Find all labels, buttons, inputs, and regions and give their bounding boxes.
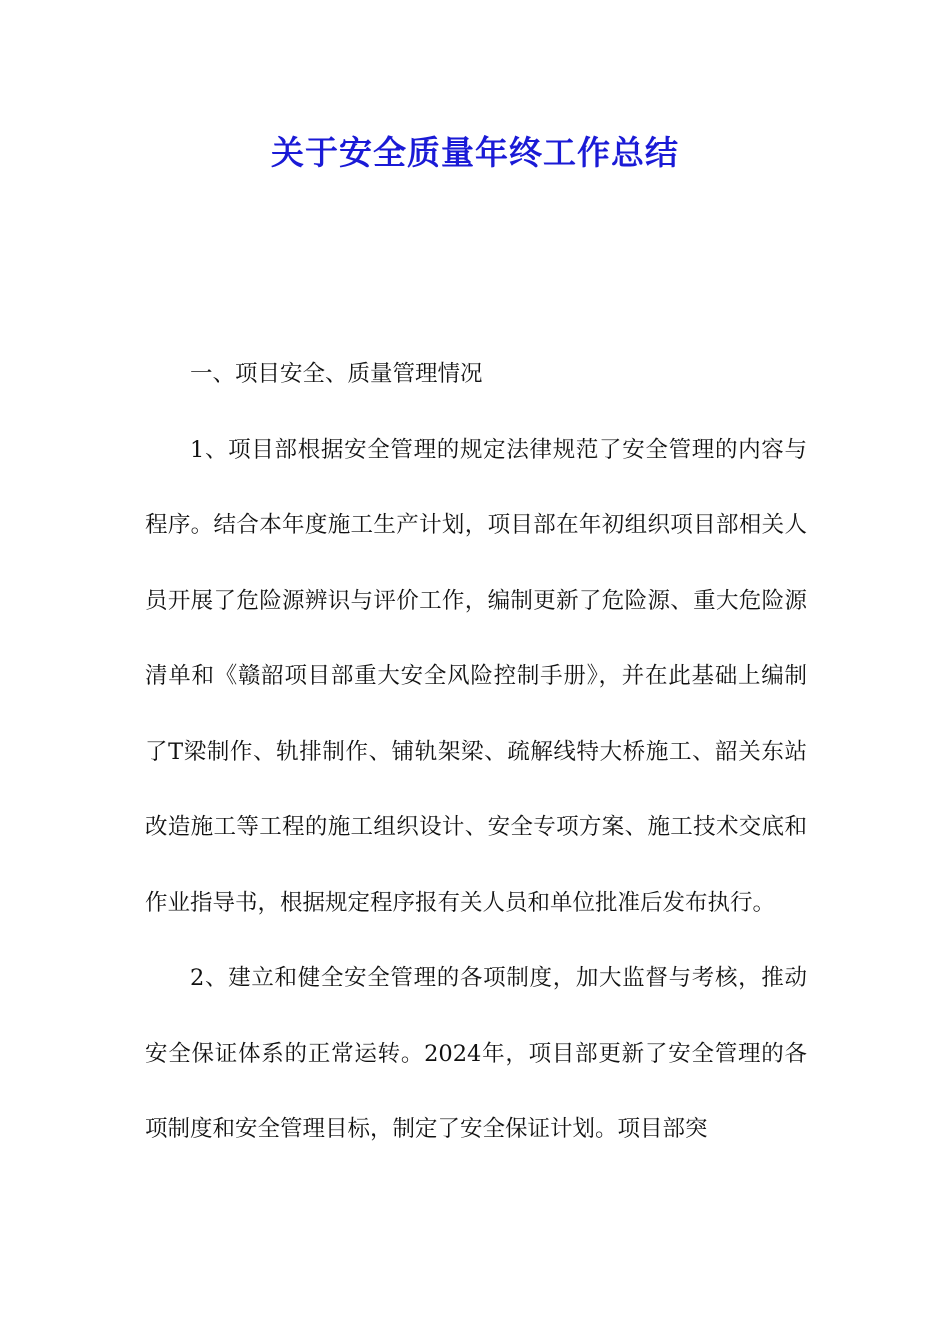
paragraph-1: 1、项目部根据安全管理的规定法律规范了安全管理的内容与程序。结合本年度施工生产计划，项目部在年初组织项目部相关人员开展了危险源辨识与评价工作，编制更新了危险源、重大危险源清单和《赣韶项目部重大安全风险控制手册》，并在此基础上编制了T梁制作、轨排制作、铺轨架梁、疏解线特大桥施工、韶关东站改造施工等工程的施工组织设计、安全专项方案、施工技术交底和作业指导书，根据规定程序报有关人员和单位批准后发布执行。 [145,436,807,916]
paragraph-2: 2、建立和健全安全管理的各项制度，加大监督与考核，推动安全保证体系的正常运转。2024年，项目部更新了安全管理的各项制度和安全管理目标，制定了安全保证计划。项目部突 [145,965,807,1142]
section-heading: 一、项目安全、质量管理情况 [190,361,483,387]
document-body [145,337,807,1168]
document-title: 关于安全质量年终工作总结 [271,133,679,172]
